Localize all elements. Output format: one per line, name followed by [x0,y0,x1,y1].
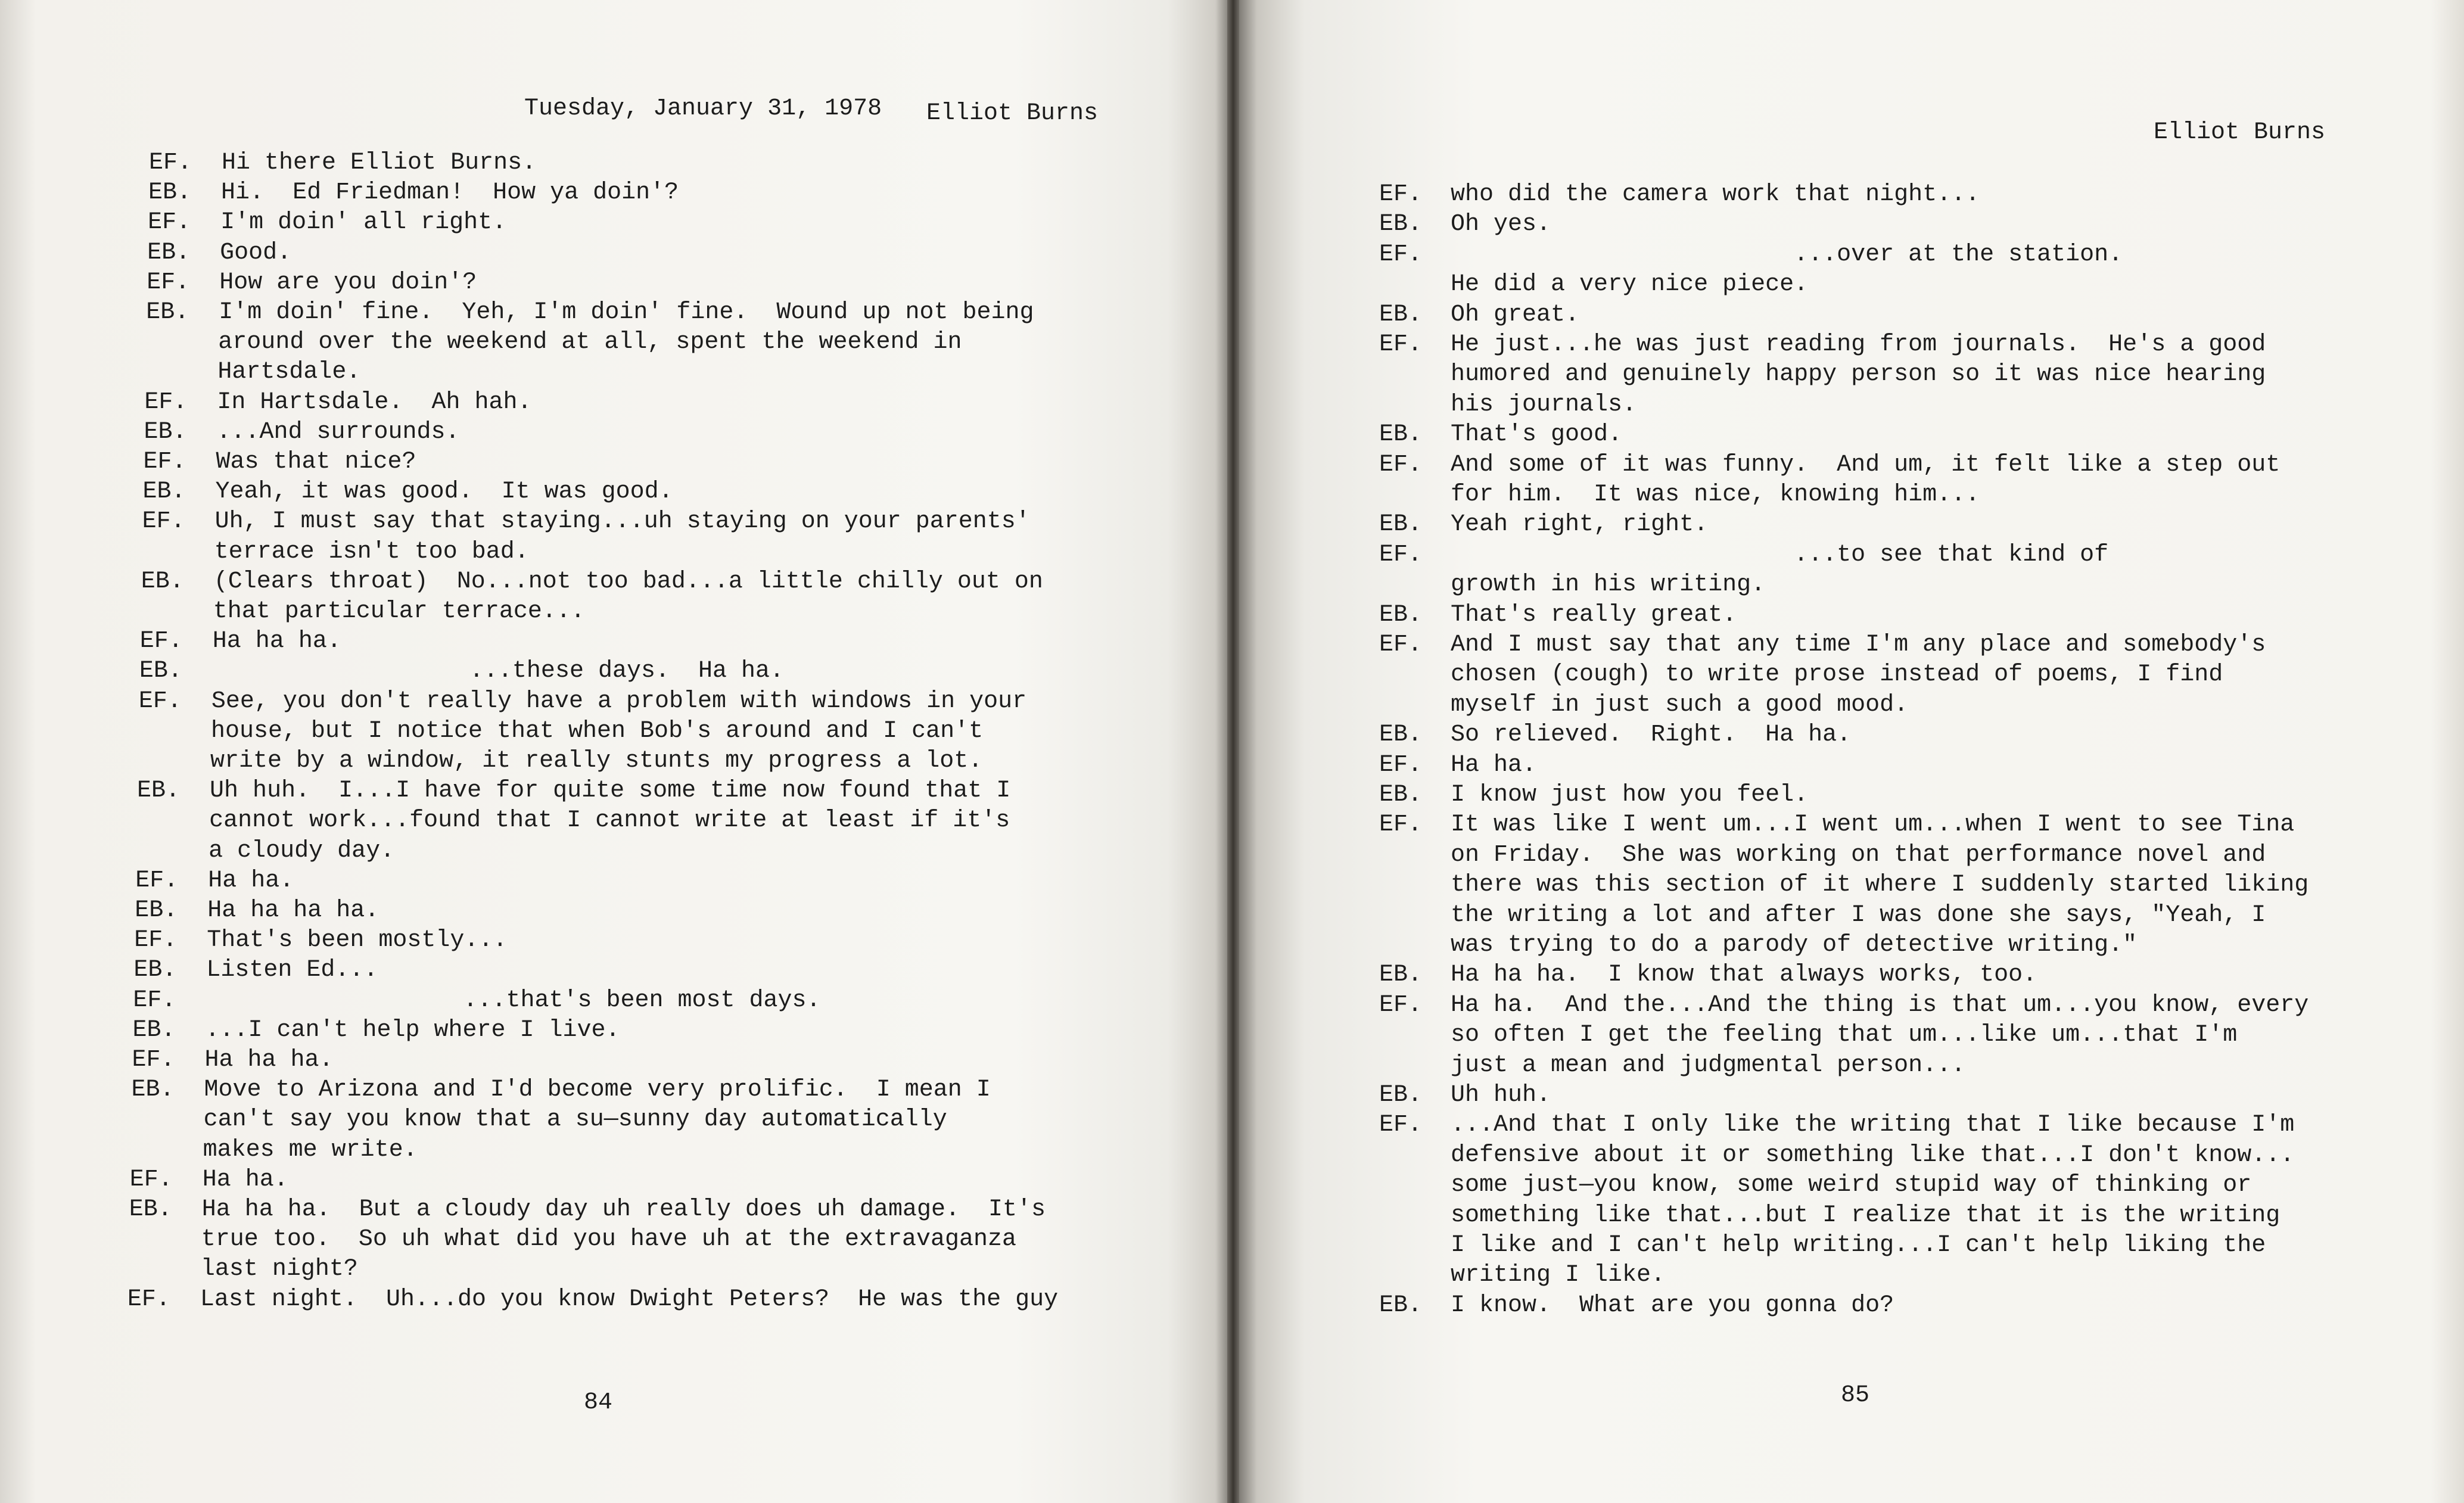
page-number: 84 [584,1389,613,1416]
dialogue-text: on Friday. She was working on that performance novel and [1451,841,2266,869]
dialogue-text: for him. It was nice, knowing him... [1451,481,1980,508]
dialogue-text: Oh great. [1451,301,1580,328]
dialogue-text: Yeah, it was good. It was good. [215,478,673,506]
dialogue-text: cannot work...found that I cannot write at least if it's [209,807,1010,835]
dialogue-text: That's really great. [1451,601,1737,628]
speaker-label: EB. [1379,601,1423,628]
dialogue-text: ...And that I only like the writing that I like because I'm [1451,1112,2295,1139]
speaker-label: EF. [1379,631,1423,658]
dialogue-text: Ha ha ha ha. [207,897,379,924]
dialogue-text: true too. So uh what did you have uh at the extravaganza [201,1226,1017,1253]
dialogue-text: ...these days. Ha ha. [211,658,784,685]
speaker-label: EF. [148,209,191,237]
speaker-label: EB. [132,1016,176,1044]
dialogue-text: makes me write. [203,1136,418,1163]
speaker-label: EF. [129,1166,173,1193]
speaker-label: EF. [149,150,192,176]
speaker-label: EF. [1379,541,1423,568]
speaker-label: EF. [138,687,182,715]
dialogue-text: And I must say that any time I'm any place and somebody's [1451,631,2266,658]
dialogue-text: his journals. [1451,391,1637,418]
dialogue-text: I'm doin' fine. Yeh, I'm doin' fine. Wound up not being [219,299,1034,326]
speaker-label: EF. [1379,991,1423,1019]
dialogue-text: there was this section of it where I suddenly started liking [1451,872,2309,899]
dialogue-text: So relieved. Right. Ha ha. [1451,721,1852,749]
speaker-label: EF. [1379,451,1423,478]
speaker-label: EB. [133,957,177,984]
dialogue-text: I'm doin' all right. [220,209,507,237]
dialogue-text: some just—you know, some weird stupid way of thinking or [1451,1172,2252,1199]
page-number: 85 [1841,1382,1870,1409]
speaker-label: EB. [1379,782,1423,808]
dialogue-text: last night? [200,1256,358,1283]
dialogue-text: writing I like. [1451,1262,1666,1289]
left-page [0,0,1227,1503]
dialogue-text: can't say you know that a su—sunny day automatically [203,1106,947,1134]
dialogue-text: that particular terrace... [213,598,585,625]
dialogue-text: Good. [220,239,292,266]
dialogue-text: Uh, I must say that staying...uh staying on your parents' [214,508,1030,536]
speaker-label: EF. [132,1047,175,1073]
speaker-label: EF. [127,1286,170,1313]
speaker-label: EF. [139,628,183,655]
dialogue-text: Yeah right, right. [1451,511,1709,539]
speaker-label: EB. [135,897,178,924]
book-spine [1227,0,1239,1503]
dialogue-text: Oh yes. [1451,211,1551,238]
dialogue-text: something like that...but I realize that it is the writing [1451,1202,2281,1229]
dialogue-text: Ha ha ha. [204,1047,334,1073]
dialogue-text: chosen (cough) to write prose instead of poems, I find [1451,661,2223,689]
dialogue-text: Uh huh. I...I have for quite some time now found that I [210,777,1011,805]
dialogue-text: Ha ha. [202,1166,288,1193]
dialogue-text: humored and genuinely happy person so it was nice hearing [1451,361,2266,388]
dialogue-text: That's been mostly... [207,927,508,954]
dialogue-text: write by a window, it really stunts my progress a lot. [210,748,983,774]
dialogue-text: Uh huh. [1451,1082,1551,1109]
dialogue-text: See, you don't really have a problem with windows in your [211,687,1027,715]
dialogue-text: was trying to do a parody of detective writing." [1451,932,2138,959]
speaker-label: EF. [134,927,178,954]
dialogue-text: Last night. Uh...do you know Dwight Peters? He was the guy [200,1286,1059,1313]
dialogue-text: just a mean and judgmental person... [1451,1051,1966,1079]
header-name: Elliot Burns [926,100,1099,127]
dialogue-text: Hi. Ed Friedman! How ya doin'? [221,179,679,207]
dialogue-text: house, but I notice that when Bob's around and I can't [210,717,984,745]
dialogue-text: That's good. [1451,421,1623,449]
speaker-label: EB. [129,1196,172,1223]
speaker-label: EF. [144,388,188,416]
speaker-label: EB. [1379,721,1423,749]
dialogue-text: who did the camera work that night... [1451,181,1980,208]
dialogue-text: Ha ha ha. [212,628,341,655]
speaker-label: EB. [139,658,182,685]
speaker-label: EF. [142,508,185,536]
dialogue-text: In Hartsdale. Ah hah. [217,388,532,416]
speaker-label: EF. [1379,811,1423,839]
speaker-label: EB. [1379,211,1423,238]
dialogue-text: around over the weekend at all, spent the weekend in [218,329,962,356]
dialogue-text: ...to see that kind of [1451,541,2109,568]
speaker-label: EB. [141,568,184,595]
dialogue-text: Move to Arizona and I'd become very prolific. I mean I [204,1076,991,1104]
dialogue-text: Ha ha ha. But a cloudy day uh really does uh damage. It's [201,1196,1046,1223]
dialogue-text: Listen Ed... [206,957,378,984]
speaker-label: EF. [133,987,176,1014]
speaker-label: EB. [142,478,186,506]
speaker-label: EB. [148,179,192,207]
speaker-label: EB. [147,239,191,266]
speaker-label: EF. [143,449,186,475]
right-page [1239,0,2464,1503]
dialogue-text: so often I get the feeling that um...like um...that I'm [1451,1022,2238,1049]
speaker-label: EB. [137,777,181,805]
dialogue-text: Ha ha. [208,867,294,894]
header-date: Tuesday, January 31, 1978 [524,95,882,122]
speaker-label: EB. [1379,961,1423,989]
dialogue-text: How are you doin'? [219,269,477,296]
speaker-label: EF. [1379,751,1423,779]
dialogue-text: Was that nice? [216,449,416,475]
dialogue-text: (Clears throat) No...not too bad...a little chilly out on [213,568,1043,595]
speaker-label: EF. [135,867,179,894]
speaker-label: EF. [1379,181,1423,208]
dialogue-text: Ha ha. [1451,751,1537,779]
speaker-label: EB. [1379,1082,1423,1109]
dialogue-text: defensive about it or something like that...I don't know... [1451,1141,2295,1169]
speaker-label: EF. [1379,1112,1423,1139]
dialogue-text: Ha ha ha. I know that always works, too. [1451,961,2037,989]
speaker-label: EB. [1379,1292,1423,1319]
speaker-label: EF. [1379,241,1423,268]
speaker-label: EB. [1379,421,1423,449]
speaker-label: EB. [144,418,187,446]
dialogue-text: I like and I can't help writing...I can't help liking the [1451,1232,2266,1259]
dialogue-text: ...over at the station. [1451,241,2123,268]
dialogue-text: ...And surrounds. [216,418,460,446]
dialogue-text: I know just how you feel. [1451,782,1809,808]
dialogue-text: Hi there Elliot Burns. [222,150,537,176]
dialogue-text: And some of it was funny. And um, it felt like a step out [1451,451,2281,478]
header-name: Elliot Burns [2154,119,2326,146]
speaker-label: EF. [1379,331,1423,358]
dialogue-text: myself in just such a good mood. [1451,691,1909,718]
dialogue-text: Hartsdale. [217,359,361,386]
speaker-label: EB. [1379,301,1423,328]
dialogue-text: Ha ha. And the...And the thing is that um...you know, every [1451,991,2309,1019]
dialogue-text: growth in his writing. [1451,571,1766,599]
dialogue-text: I know. What are you gonna do? [1451,1292,1894,1319]
dialogue-text: ...that's been most days. [206,987,821,1014]
dialogue-text: the writing a lot and after I was done she says, "Yeah, I [1451,901,2266,929]
speaker-label: EB. [1379,511,1423,539]
speaker-label: EF. [147,269,190,296]
dialogue-text: He did a very nice piece. [1451,271,1809,298]
dialogue-text: a cloudy day. [209,837,395,864]
dialogue-text: It was like I went um...I went um...when I went to see Tina [1451,811,2295,839]
dialogue-text: He just...he was just reading from journals. He's a good [1451,331,2266,358]
dialogue-text: terrace isn't too bad. [214,538,529,565]
dialogue-text: ...I can't help where I live. [205,1016,620,1044]
speaker-label: EB. [131,1076,175,1104]
speaker-label: EB. [146,299,189,326]
